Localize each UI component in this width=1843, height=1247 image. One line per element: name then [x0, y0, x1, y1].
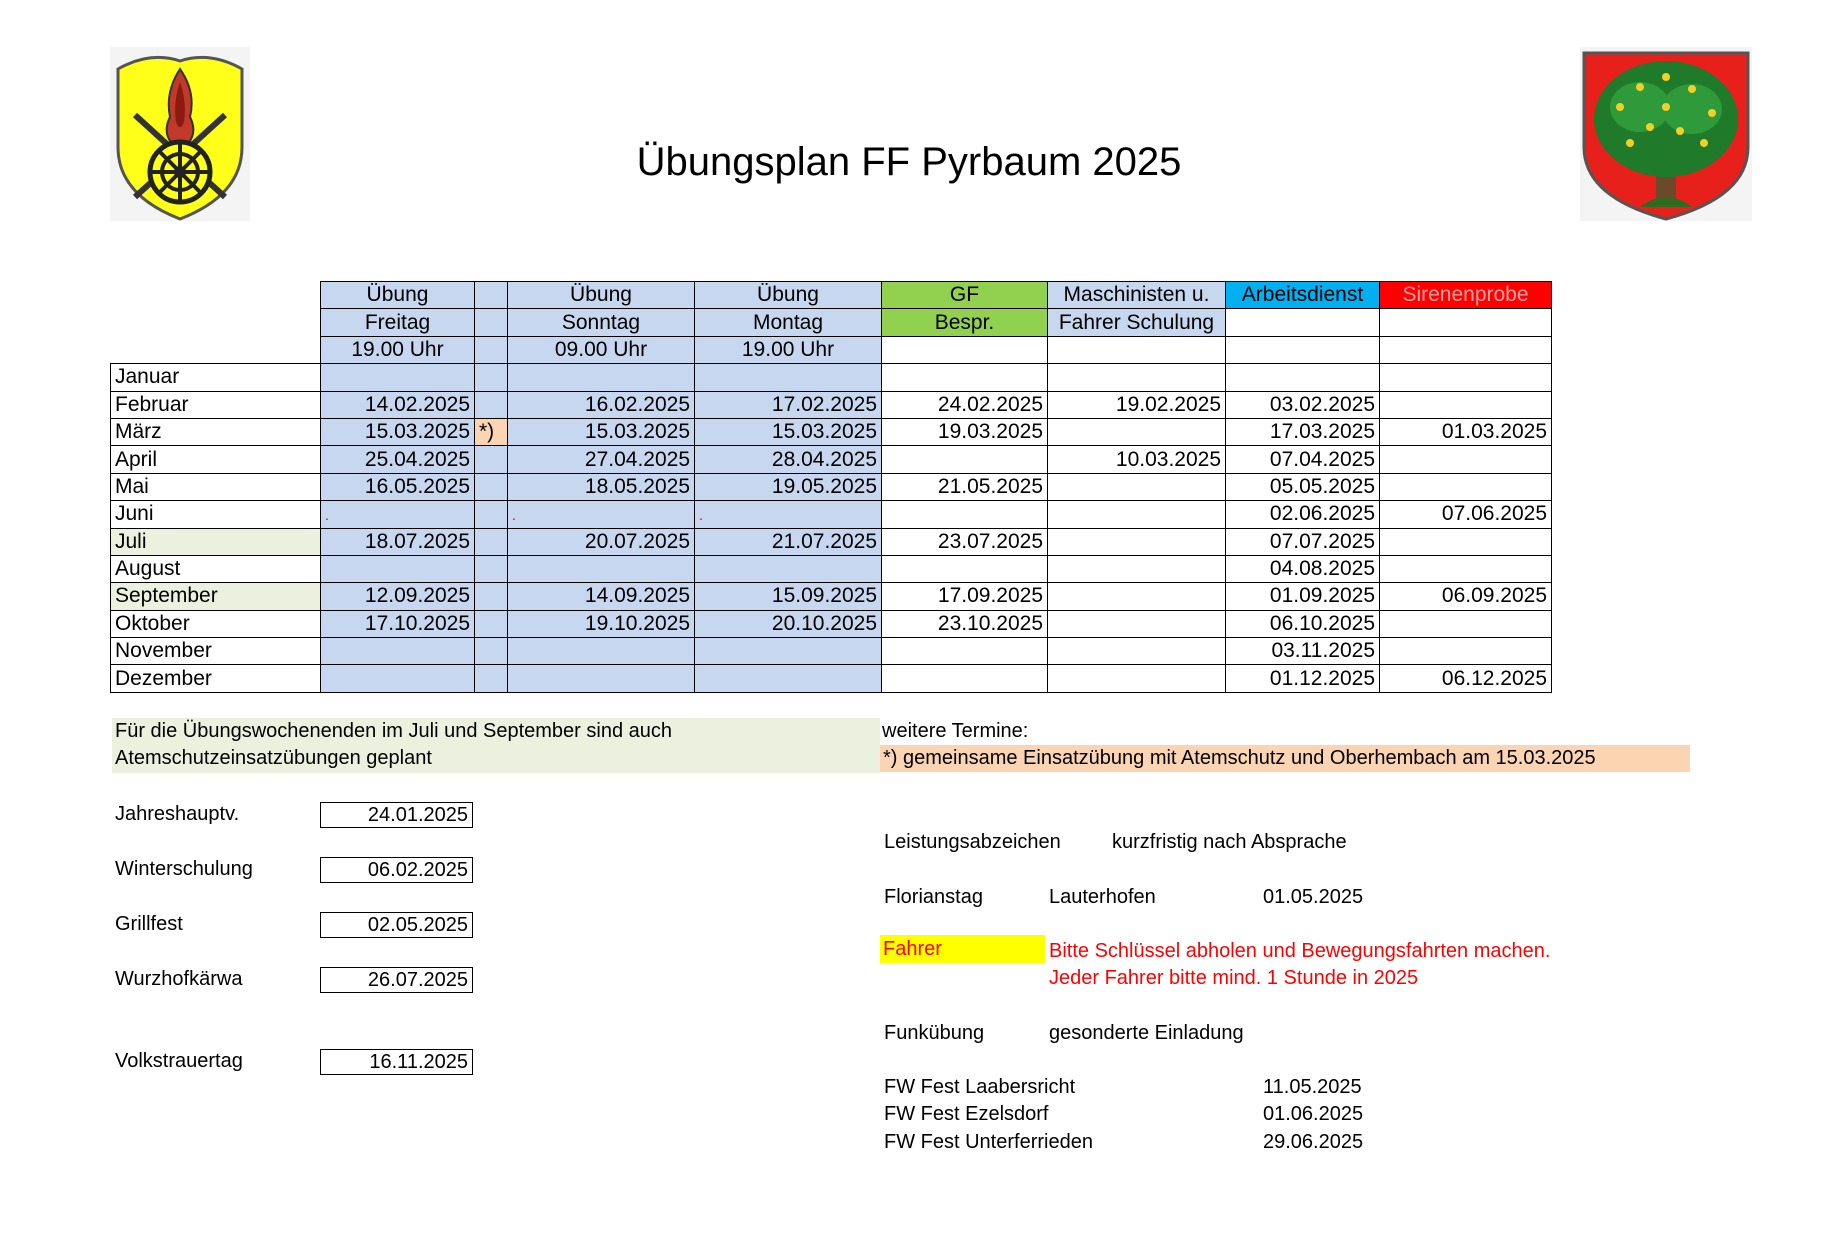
table-row: [111, 418, 1552, 445]
date-cell: [1380, 364, 1552, 391]
event-date: 02.05.2025: [320, 912, 473, 938]
table-row: [111, 555, 1552, 582]
date-cell: [882, 446, 1048, 473]
date-cell: *): [475, 418, 508, 445]
table-row: [111, 391, 1552, 418]
date-cell: [882, 555, 1048, 582]
date-cell: 18.07.2025: [321, 528, 475, 555]
header-cell: [1226, 309, 1380, 336]
date-cell: 10.03.2025: [1048, 446, 1226, 473]
atemschutz-note: Für die Übungswochenenden im Juli und September sind auch Atemschutzeinsatzübungen geplant: [112, 718, 880, 773]
date-cell: 21.07.2025: [695, 528, 882, 555]
event-label: Volkstrauertag: [115, 1050, 243, 1072]
table-row: [111, 528, 1552, 555]
date-cell: [1048, 418, 1226, 445]
date-cell: [1380, 638, 1552, 665]
table-row: [111, 610, 1552, 637]
date-cell: [1380, 528, 1552, 555]
table-row: [111, 364, 1552, 391]
florianstag-place: Lauterhofen: [1049, 886, 1156, 908]
month-label: November: [111, 638, 321, 665]
leistungsabzeichen-label: Leistungsabzeichen: [884, 831, 1061, 853]
table-row: [111, 446, 1552, 473]
fest-label: FW Fest Ezelsdorf: [884, 1103, 1049, 1125]
date-cell: 23.10.2025: [882, 610, 1048, 637]
date-cell: [475, 391, 508, 418]
date-cell: [475, 665, 508, 692]
funkuebung-label: Funkübung: [884, 1022, 985, 1044]
date-cell: 17.09.2025: [882, 583, 1048, 610]
date-cell: [1380, 473, 1552, 500]
table-row: [111, 583, 1552, 610]
header-cell: Übung: [508, 282, 695, 309]
event-date: 24.01.2025: [320, 802, 473, 828]
header-cell: [1048, 336, 1226, 363]
tree-coat-of-arms-icon: [1580, 47, 1752, 221]
fest-date: 29.06.2025: [1263, 1131, 1364, 1153]
fire-brigade-emblem-icon: [110, 47, 250, 221]
header-cell: [1226, 336, 1380, 363]
date-cell: 21.05.2025: [882, 473, 1048, 500]
date-cell: [1380, 391, 1552, 418]
fahrer-note-line2: Jeder Fahrer bitte mind. 1 Stunde in 2025: [1049, 967, 1419, 989]
month-label: Juni: [111, 501, 321, 528]
date-cell: [1380, 446, 1552, 473]
date-cell: [321, 665, 475, 692]
date-cell: 19.05.2025: [695, 473, 882, 500]
date-cell: 19.03.2025: [882, 418, 1048, 445]
header-cell: 09.00 Uhr: [508, 336, 695, 363]
date-cell: 15.03.2025: [508, 418, 695, 445]
header-cell: [1380, 336, 1552, 363]
month-label: Dezember: [111, 665, 321, 692]
header-cell: [475, 336, 508, 363]
month-label: Juli: [111, 528, 321, 555]
date-cell: 05.05.2025: [1226, 473, 1380, 500]
cell-marker: .: [512, 506, 516, 523]
event-label: Jahreshauptv.: [115, 803, 240, 825]
date-cell: 20.10.2025: [695, 610, 882, 637]
fest-date: 01.06.2025: [1263, 1103, 1364, 1125]
page-title: Übungsplan FF Pyrbaum 2025: [636, 140, 1182, 184]
header-cell: [1380, 309, 1552, 336]
date-cell: 20.07.2025: [508, 528, 695, 555]
date-cell: 01.12.2025: [1226, 665, 1380, 692]
date-cell: [475, 501, 508, 528]
cell-marker: .: [699, 506, 703, 523]
date-cell: [1048, 583, 1226, 610]
date-cell: 17.10.2025: [321, 610, 475, 637]
header-cell: Bespr.: [882, 309, 1048, 336]
date-cell: 14.09.2025: [508, 583, 695, 610]
date-cell: 07.07.2025: [1226, 528, 1380, 555]
date-cell: 23.07.2025: [882, 528, 1048, 555]
cell-marker: .: [325, 506, 329, 523]
header-cell: 19.00 Uhr: [695, 336, 882, 363]
date-cell: [475, 473, 508, 500]
event-label: Winterschulung: [115, 858, 253, 880]
date-cell: 03.02.2025: [1226, 391, 1380, 418]
date-cell: 19.02.2025: [1048, 391, 1226, 418]
date-cell: 15.09.2025: [695, 583, 882, 610]
table-row: [111, 665, 1552, 692]
date-cell: 18.05.2025: [508, 473, 695, 500]
header-cell: Maschinisten u.: [1048, 282, 1226, 309]
header-row-1: [111, 282, 1552, 309]
date-cell: 24.02.2025: [882, 391, 1048, 418]
date-cell: 16.02.2025: [508, 391, 695, 418]
date-cell: [508, 665, 695, 692]
table-row: [111, 638, 1552, 665]
date-cell: [475, 583, 508, 610]
date-cell: [475, 528, 508, 555]
date-cell: [1226, 364, 1380, 391]
header-cell: [475, 282, 508, 309]
event-date: 26.07.2025: [320, 967, 473, 993]
header-cell: Fahrer Schulung: [1048, 309, 1226, 336]
date-cell: 16.05.2025: [321, 473, 475, 500]
joint-exercise-note: *) gemeinsame Einsatzübung mit Atemschutz und Oberhembach am 15.03.2025: [880, 745, 1690, 772]
date-cell: 15.03.2025: [695, 418, 882, 445]
table-row: [111, 473, 1552, 500]
date-cell: [882, 501, 1048, 528]
date-cell: [1048, 638, 1226, 665]
florianstag-date: 01.05.2025: [1263, 886, 1364, 908]
date-cell: 07.06.2025: [1380, 501, 1552, 528]
header-row-3: [111, 336, 1552, 363]
date-cell: [1380, 610, 1552, 637]
event-label: Wurzhofkärwa: [115, 968, 243, 990]
date-cell: [882, 638, 1048, 665]
date-cell: 19.10.2025: [508, 610, 695, 637]
month-label: August: [111, 555, 321, 582]
header-cell: Freitag: [321, 309, 475, 336]
header-cell: Sirenenprobe: [1380, 282, 1552, 309]
date-cell: 03.11.2025: [1226, 638, 1380, 665]
florianstag-label: Florianstag: [884, 886, 983, 908]
date-cell: [508, 555, 695, 582]
date-cell: [475, 638, 508, 665]
date-cell: [695, 364, 882, 391]
date-cell: [695, 501, 882, 528]
table-row: [111, 501, 1552, 528]
leistungsabzeichen-value: kurzfristig nach Absprache: [1112, 831, 1347, 853]
header-cell: Sonntag: [508, 309, 695, 336]
date-cell: [1048, 501, 1226, 528]
header-cell: [882, 336, 1048, 363]
fest-date: 11.05.2025: [1263, 1076, 1362, 1098]
header-cell: GF: [882, 282, 1048, 309]
date-cell: [508, 501, 695, 528]
month-label: März: [111, 418, 321, 445]
fahrer-label: Fahrer: [880, 935, 1045, 963]
date-cell: [695, 555, 882, 582]
date-cell: [475, 555, 508, 582]
date-cell: 27.04.2025: [508, 446, 695, 473]
month-label: September: [111, 583, 321, 610]
header-cell: Übung: [695, 282, 882, 309]
date-cell: [882, 665, 1048, 692]
date-cell: [508, 364, 695, 391]
date-cell: [1048, 364, 1226, 391]
header-cell: [475, 309, 508, 336]
date-cell: [695, 665, 882, 692]
date-cell: [475, 610, 508, 637]
header-cell: 19.00 Uhr: [321, 336, 475, 363]
date-cell: 25.04.2025: [321, 446, 475, 473]
month-label: Oktober: [111, 610, 321, 637]
date-cell: 06.10.2025: [1226, 610, 1380, 637]
date-cell: [695, 638, 882, 665]
date-cell: 15.03.2025: [321, 418, 475, 445]
date-cell: [508, 638, 695, 665]
month-label: Februar: [111, 391, 321, 418]
date-cell: [1048, 473, 1226, 500]
weitere-termine-label: weitere Termine:: [882, 720, 1029, 742]
event-date: 06.02.2025: [320, 857, 473, 883]
date-cell: [321, 364, 475, 391]
event-date: 16.11.2025: [320, 1049, 473, 1075]
date-cell: [475, 364, 508, 391]
month-label: Mai: [111, 473, 321, 500]
date-cell: [1048, 665, 1226, 692]
date-cell: 17.03.2025: [1226, 418, 1380, 445]
fahrer-note-line1: Bitte Schlüssel abholen und Bewegungsfahrten machen.: [1049, 940, 1551, 962]
date-cell: [1048, 555, 1226, 582]
date-cell: 04.08.2025: [1226, 555, 1380, 582]
date-cell: [1048, 528, 1226, 555]
header-cell: Arbeitsdienst: [1226, 282, 1380, 309]
fest-label: FW Fest Unterferrieden: [884, 1131, 1093, 1153]
date-cell: [321, 555, 475, 582]
date-cell: 14.02.2025: [321, 391, 475, 418]
month-label: Januar: [111, 364, 321, 391]
header-cell: Montag: [695, 309, 882, 336]
date-cell: 06.12.2025: [1380, 665, 1552, 692]
date-cell: [1048, 610, 1226, 637]
header-cell: Übung: [321, 282, 475, 309]
month-label: April: [111, 446, 321, 473]
date-cell: 02.06.2025: [1226, 501, 1380, 528]
date-cell: 17.02.2025: [695, 391, 882, 418]
funkuebung-value: gesonderte Einladung: [1049, 1022, 1244, 1044]
date-cell: 12.09.2025: [321, 583, 475, 610]
date-cell: [882, 364, 1048, 391]
date-cell: [1380, 555, 1552, 582]
header-row-2: [111, 309, 1552, 336]
date-cell: [321, 501, 475, 528]
date-cell: 07.04.2025: [1226, 446, 1380, 473]
schedule-table: [110, 281, 1552, 693]
date-cell: 28.04.2025: [695, 446, 882, 473]
date-cell: 01.09.2025: [1226, 583, 1380, 610]
date-cell: [321, 638, 475, 665]
date-cell: 01.03.2025: [1380, 418, 1552, 445]
event-label: Grillfest: [115, 913, 183, 935]
date-cell: 06.09.2025: [1380, 583, 1552, 610]
date-cell: [475, 446, 508, 473]
fest-label: FW Fest Laabersricht: [884, 1076, 1076, 1098]
